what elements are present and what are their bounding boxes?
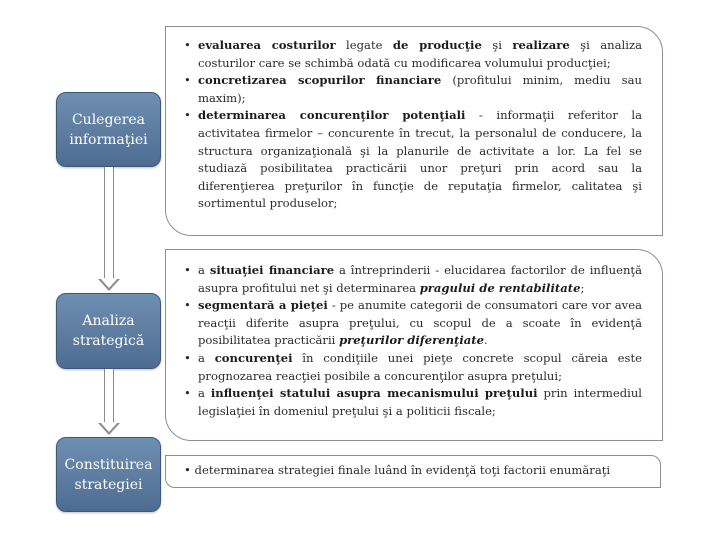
item-text: determinarea strategiei finale luând în evidenţă toţi factorii enumăraţi (194, 463, 611, 477)
key-term: concretizarea scopurilor financiare (198, 73, 442, 88)
key-term: evaluarea costurilor (198, 38, 336, 52)
item-text: a (198, 350, 215, 365)
strategy-formation-panel (165, 455, 661, 488)
data-collection-panel (165, 26, 663, 236)
list-item (176, 350, 642, 385)
down-arrow-icon (98, 369, 120, 437)
item-text: - informaţii referitor la activitatea firmelor – concurente în trecut, la personalul de conducere, la structura organizaţională şi la planurile de activitate a lor. La fel se studiază posibilitatea practicării unor preţuri prin acord sau la diferenţierea preţurilor în funcţie de reputaţia firmelor, calitatea şi sortimentul produselor; (198, 108, 643, 211)
key-term: determinarea concurenţilor potenţiali (198, 108, 466, 123)
item-text: şi (481, 38, 513, 52)
item-text: . (484, 333, 488, 348)
list-item (176, 37, 642, 72)
item-text: în condiţiile unei pieţe concrete scopul căreia este prognozarea reacţiei posibile a concurenţilor asupra preţului; (198, 350, 642, 383)
strategic-analysis-panel (165, 249, 663, 441)
item-text: şi analiza costurilor care se schimbă odată cu modificarea volumului producţiei; (198, 38, 642, 70)
list-item (184, 463, 610, 477)
bullet: • (184, 38, 191, 52)
item-text: ; (580, 280, 585, 295)
item-text: (profitului minim, mediu sau maxim); (198, 73, 642, 105)
down-arrow-icon (98, 167, 120, 293)
bullet: • (184, 73, 191, 88)
bullet: • (184, 463, 191, 477)
key-term: influenţei statului asupra mecanismului preţului (210, 386, 538, 401)
key-term: realizare (512, 38, 570, 52)
stage-box-strategic-analysis (56, 293, 161, 369)
stage-box-data-collection (56, 92, 161, 167)
bullet: • (184, 263, 191, 277)
list-item (176, 385, 642, 420)
bullet: • (184, 350, 191, 365)
item-text: - pe anumite categorii de consumatori care vor avea reacţii diferite asupra preţului, cu scopul de a scoate în evidenţă posibilitatea practicării (198, 298, 642, 348)
item-text: a întreprinderii - elucidarea factorilor de influenţă asupra profitului net şi determinarea (198, 263, 642, 295)
item-text: prin intermediul legislaţiei în domeniul preţului şi a politicii fiscale; (198, 386, 642, 418)
stage-label: Constituirea strategiei (64, 456, 153, 493)
list-item (176, 262, 642, 297)
list-item (176, 297, 642, 350)
stage-label: Analiza strategică (72, 313, 145, 349)
item-text: a (198, 386, 211, 401)
list-item (176, 72, 642, 107)
item-text: a (198, 263, 210, 277)
emphasis-term: preţurilor diferenţiate (339, 333, 485, 348)
emphasis-term: pragului de rentabilitate (419, 280, 581, 295)
key-term: segmentară a pieţei (198, 298, 328, 313)
key-term: situaţiei financiare (209, 263, 335, 277)
stage-box-strategy-formation (56, 437, 161, 512)
item-text: legate (335, 38, 393, 52)
list-item (176, 107, 642, 213)
stage-label: Culegerea informaţiei (69, 111, 148, 148)
bullet: • (184, 298, 191, 313)
bullet: • (184, 386, 191, 401)
key-term: concurenţei (214, 350, 293, 365)
bullet: • (184, 108, 191, 123)
key-term: de producţie (392, 38, 482, 52)
